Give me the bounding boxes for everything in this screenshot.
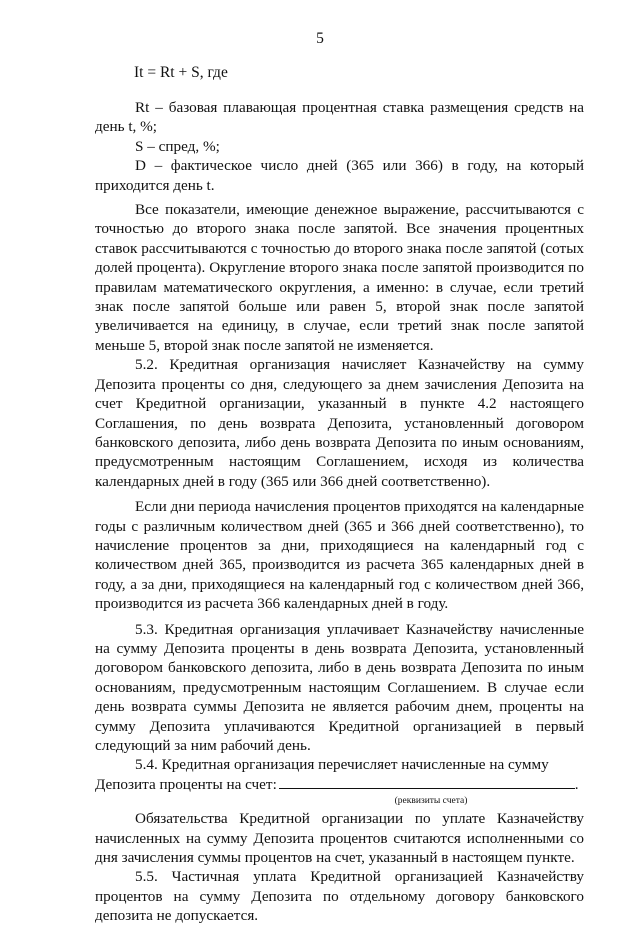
paragraph-5-3: 5.3. Кредитная организация уплачивает Казначейству начисленные на сумму Депозита проценты в день возврата Депозита, установленный договором банковского депозита, либо в день возврата Депозита по иным основаниям, предусмотренным настоящим Соглашением. В случае если день возврата суммы Депозита не является рабочим днем, проценты на сумму Депозита уплачиваются Кредитной организацией в первый следующий за ним рабочий день. [95,620,584,754]
paragraph-5-2-leap-years: Если дни периода начисления процентов приходятся на календарные годы с различным количеством дней (365 и 366 дней соответственно), то начисление процентов за дни, приходящиеся на календарный год с количеством дней 365, производится из расчета 365 календарных дней в году, а за дни, приходящиеся на календарный год с количеством дней 366, производится из расчета 366 календарных дней в году. [95,498,584,613]
interest-formula: It = Rt + S, где [134,64,228,81]
paragraph-obligations: Обязательства Кредитной организации по уплате Казначейству начисленных на сумму Депозита процентов считаются исполненными со дня зачисления суммы процентов на счет, указанный в настоящем пункте. [95,810,584,867]
paragraph-5-4-end: . [574,775,579,793]
definition-s: S – спред, %; [135,137,220,155]
paragraph-5-4 [95,755,584,794]
paragraph-5-5: 5.5. Частичная уплата Кредитной организацией Казначейству процентов на сумму Депозита по отдельному договору банковского депозита не допускается. [95,868,584,925]
definition-rt: Rt – базовая плавающая процентная ставка размещения средств на день t, %; [95,99,584,136]
paragraph-5-4-text: 5.4. Кредитная организация перечисляет начисленные на сумму Депозита проценты на счет: [95,756,549,793]
page-number: 5 [316,30,324,47]
paragraph-rounding: Все показатели, имеющие денежное выражение, рассчитываются с точностью до второго знака после запятой. Все значения процентных ставок рассчитываются с точностью до второго знака после запятой (сотых долей процента). Округление второго знака после запятой производится по правилам математического округления, а именно: в случае, если третий знак после запятой больше или равен 5, второй знак после запятой увеличивается на единицу, в случае, если третий знак после запятой меньше 5, второй знак после запятой не изменяется. [95,201,584,354]
paragraph-5-2: 5.2. Кредитная организация начисляет Казначейству на сумму Депозита проценты со дня, следующего за днем зачисления Депозита на счет Кредитной организации, указанный в пункте 4.2 настоящего Соглашения, по день возврата Депозита, установленный договором банковского депозита, либо день возврата Депозита по иным основаниям, предусмотренным настоящим Соглашением, исходя из количества календарных дней в году (365 или 366 дней соответственно). [95,356,584,490]
account-details-blank [279,775,575,789]
document-body [95,98,584,926]
account-details-caption: (реквизиты счета) [394,796,468,807]
definition-d: D – фактическое число дней (365 или 366) в году, на который приходится день t. [95,157,584,194]
